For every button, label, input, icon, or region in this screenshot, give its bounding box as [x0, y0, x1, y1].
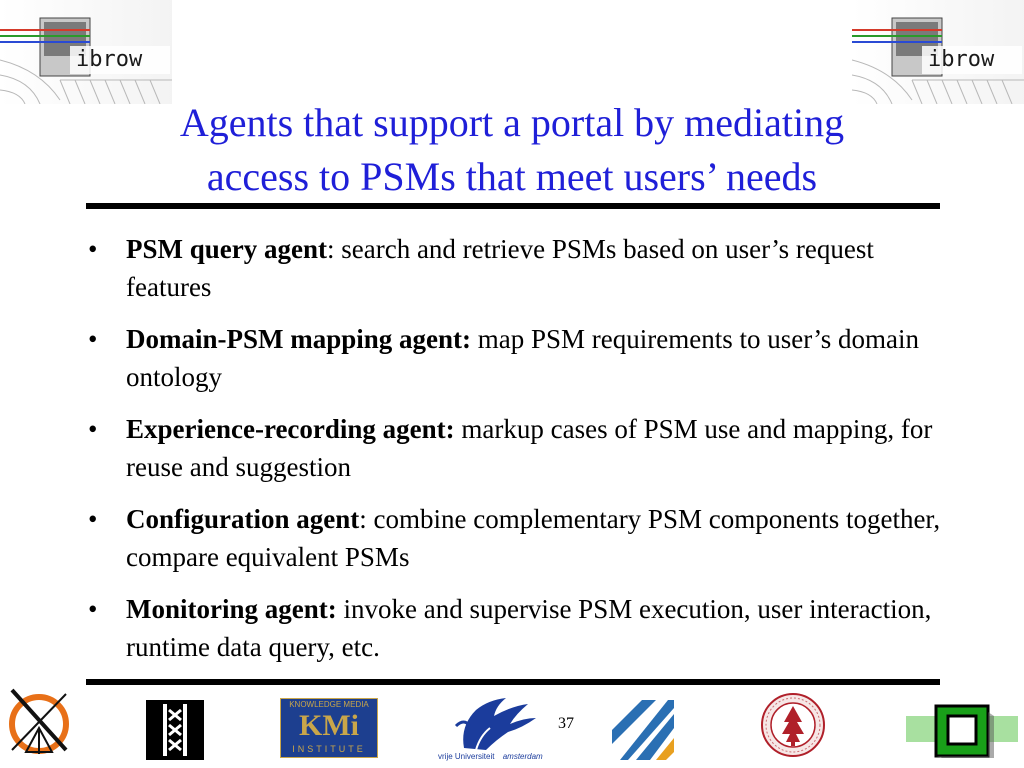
bullet-separator: :	[326, 234, 335, 264]
ibrow-logo-text: ibrow	[76, 47, 143, 72]
slide-title	[60, 96, 964, 204]
bullet-icon: •	[88, 504, 98, 534]
bullet-item	[88, 320, 948, 396]
uva-amsterdam-logo	[146, 700, 204, 760]
bullet-item	[88, 500, 948, 576]
bullet-description: search and retrieve PSMs based on user’s request features	[126, 234, 874, 302]
ibrow-logo-text: ibrow	[928, 47, 995, 72]
ibrow-windmill-icon	[6, 684, 70, 756]
bullet-icon: •	[88, 594, 98, 624]
bullet-term: PSM query agent	[126, 234, 327, 264]
slide-title-line-2: access to PSMs that meet users’ needs	[206, 154, 818, 199]
bullet-icon: •	[88, 324, 98, 354]
bullet-item	[88, 590, 948, 666]
stanford-seal-logo	[760, 692, 826, 758]
bullet-item	[88, 230, 948, 306]
bullet-term: Domain-PSM mapping agent:	[126, 324, 472, 354]
striped-mark-icon	[612, 700, 674, 760]
ibrow-logo-right	[852, 0, 1024, 104]
kmi-main-text: KMi	[299, 709, 359, 742]
bullet-description: combine complementary PSM components together, compare equivalent PSMs	[126, 504, 941, 572]
bullet-term: Monitoring agent:	[126, 594, 337, 624]
vu-griffin-icon	[436, 696, 548, 752]
bullet-description: invoke and supervise PSM execution, user interaction, runtime data query, etc.	[126, 594, 932, 662]
vu-city-text: amsterdam	[502, 752, 543, 761]
green-square-logo	[906, 702, 1018, 758]
ibrow-project-logo	[6, 684, 70, 756]
bullet-list	[88, 230, 948, 680]
kmi-bottom-text: INSTITUTE	[292, 744, 366, 754]
kmi-logo	[280, 698, 378, 758]
slide-title-line-1: Agents that support a portal by mediating	[179, 100, 845, 145]
green-square-icon	[906, 702, 1018, 758]
bullet-term: Experience-recording agent:	[126, 414, 455, 444]
top-divider	[86, 203, 940, 209]
bullet-term: Configuration agent	[126, 504, 360, 534]
vu-name-text: vrije Universiteit	[438, 752, 495, 761]
uva-crosses-icon	[146, 700, 204, 760]
stanford-tree-seal-icon	[760, 692, 826, 758]
bullet-description: map PSM requirements to user’s domain ontology	[126, 324, 919, 392]
bottom-divider	[86, 679, 940, 685]
vrije-universiteit-logo	[436, 696, 548, 766]
bullet-icon: •	[88, 414, 98, 444]
bullet-icon: •	[88, 234, 98, 264]
kmi-top-text: KNOWLEDGE MEDIA	[289, 700, 369, 709]
bullet-description: markup cases of PSM use and mapping, for reuse and suggestion	[126, 414, 933, 482]
bullet-separator: :	[359, 504, 367, 534]
bullet-item	[88, 410, 948, 486]
ibrow-logo-left	[0, 0, 172, 104]
page-number: 37	[558, 715, 574, 732]
striped-logo	[612, 700, 674, 760]
